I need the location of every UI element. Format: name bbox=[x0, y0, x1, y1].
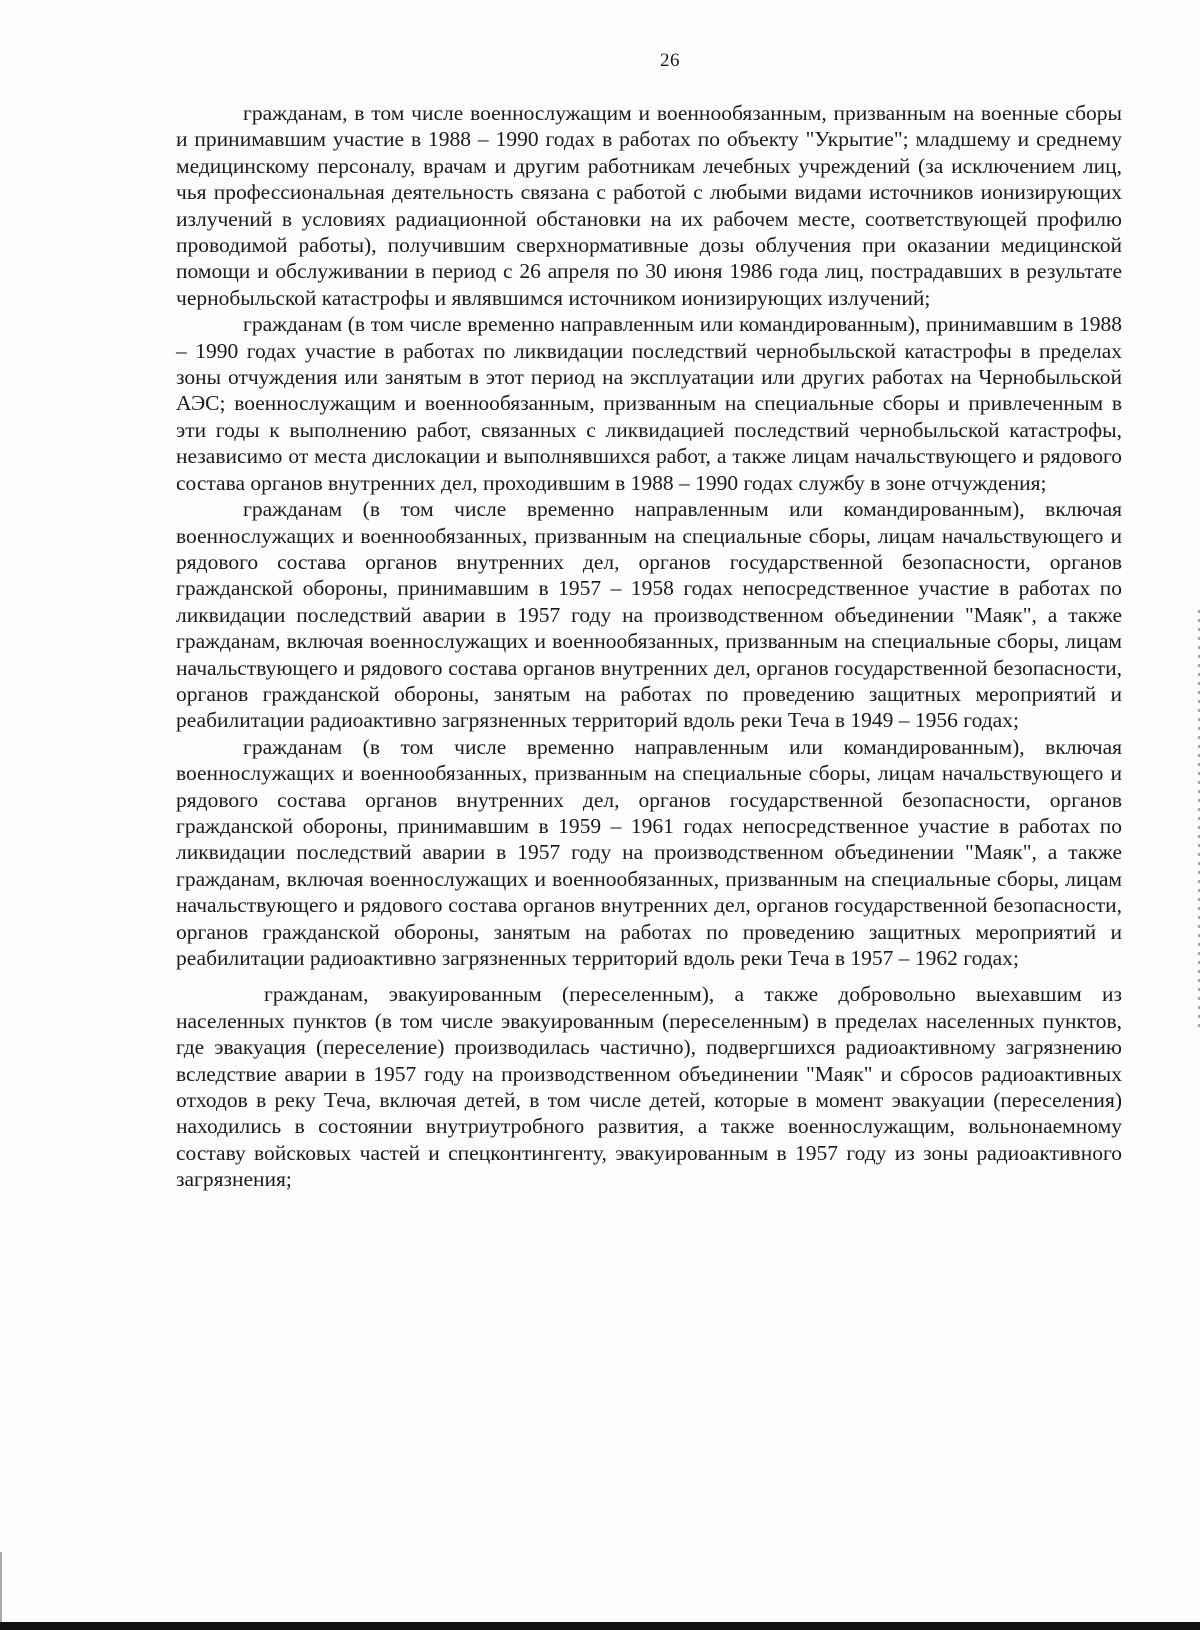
scan-edge-artifact-left bbox=[0, 1552, 2, 1622]
paragraph-mayak-1957-1958: гражданам (в том числе временно направленным или командированным), включая военнослужащих и военнообязанных, призванным на специальные сборы, лицам начальствующего и рядового состава органов внутренних дел, органов государственной безопасности, органов гражданской обороны, принимавшим в 1957 – 1958 годах непосредственное участие в работах по ликвидации последствий аварии в 1957 году на производственном объединении "Маяк", а также гражданам, включая военнослужащих и военнообязанных, призванным на специальные сборы, лицам начальствующего и рядового состава органов внутренних дел, органов государственной безопасности, органов гражданской обороны, занятым на работах по проведению защитных мероприятий и реабилитации радиоактивно загрязненных территорий вдоль реки Теча в 1949 – 1956 годах; bbox=[176, 497, 1122, 733]
document-body bbox=[176, 100, 1122, 1193]
paragraph-uhrytie-medical-staff: гражданам, в том числе военнослужащим и военнообязанным, призванным на военные сборы и принимавшим участие в 1988 – 1990 годах в работах по объекту "Укрытие"; младшему и среднему медицинскому персоналу, врачам и другим работникам лечебных учреждений (за исключением лиц, чья профессиональная деятельность связана с работой с любыми видами источников ионизирующих излучений в условиях радиационной обстановки на их рабочем месте, соответствующей профилю проводимой работы), получившим сверхнормативные дозы облучения при оказании медицинской помощи и обслуживании в период с 26 апреля по 30 июня 1986 года лиц, пострадавших в результате чернобыльской катастрофы и являвшимся источником ионизирующих излучений; bbox=[176, 101, 1122, 310]
paragraph-mayak-1959-1961: гражданам (в том числе временно направленным или командированным), включая военнослужащих и военнообязанных, призванным на специальные сборы, лицам начальствующего и рядового состава органов внутренних дел, органов государственной безопасности, органов гражданской обороны, принимавшим в 1959 – 1961 годах непосредственное участие в работах по ликвидации последствий аварии в 1957 году на производственном объединении "Маяк", а также гражданам, включая военнослужащих и военнообязанных, призванным на специальные сборы, лицам начальствующего и рядового состава органов внутренних дел, органов государственной безопасности, органов гражданской обороны, занятым на работах по проведению защитных мероприятий и реабилитации радиоактивно загрязненных территорий вдоль реки Теча в 1957 – 1962 годах; bbox=[176, 734, 1122, 970]
scan-edge-artifact-bottom bbox=[0, 1622, 1200, 1630]
page-number: 26 bbox=[660, 50, 680, 71]
paragraph-chernobyl-exclusion-zone-1988-1990: гражданам (в том числе временно направленным или командированным), принимавшим в 1988 – 1990 годах участие в работах по ликвидации последствий чернобыльской катастрофы в пределах зоны отчуждения или занятым в этот период на эксплуатации или других работах на Чернобыльской АЭС; военнослужащим и военнообязанным, призванным на специальные сборы и привлеченным в эти годы к выполнению работ, связанных с ликвидацией последствий чернобыльской катастрофы, независимо от места дислокации и выполнявшихся работ, а также лицам начальствующего и рядового состава органов внутренних дел, проходившим в 1988 – 1990 годах службу в зоне отчуждения; bbox=[176, 312, 1122, 495]
paragraph-evacuated-citizens: гражданам, эвакуированным (переселенным), а также добровольно выехавшим из населенных пунктов (в том числе эвакуированным (переселенным) в пределах населенных пунктов, где эвакуация (переселение) производилась частично), подвергшихся радиоактивному загрязнению вследствие аварии в 1957 году на производственном объединении "Маяк" и сбросов радиоактивных отходов в реку Теча, включая детей, в том числе детей, которые в момент эвакуации (переселения) находились в состоянии внутриутробного развития, а также военнослужащим, вольнонаемному составу войсковых частей и спецконтингенту, эвакуированным в 1957 году из зоны радиоактивного загрязнения; bbox=[176, 982, 1122, 1192]
